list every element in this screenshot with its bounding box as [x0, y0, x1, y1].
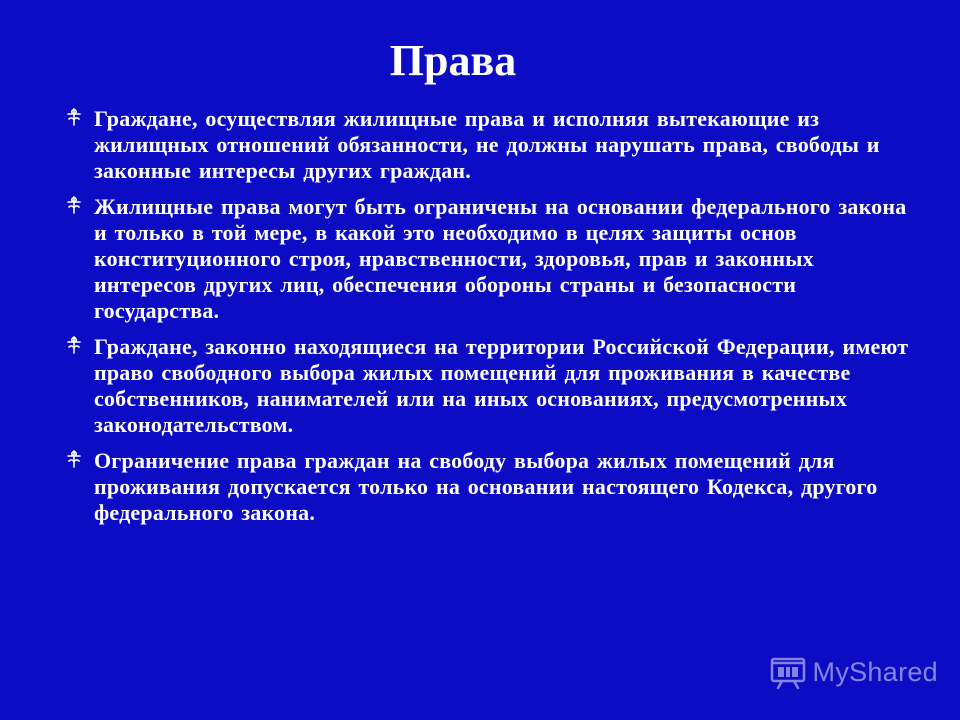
myshared-logo-icon	[769, 653, 807, 691]
fleur-bullet-icon	[64, 448, 84, 470]
list-item	[56, 194, 916, 324]
list-item-text: Ограничение права граждан на свободу выбора жилых помещений для проживания допускается только на основании настоящего Кодекса, другого федерального закона.	[94, 448, 878, 525]
watermark-text: MyShared	[812, 656, 938, 687]
bullet-list	[56, 106, 916, 536]
list-item	[56, 448, 916, 526]
fleur-bullet-icon	[64, 106, 84, 128]
watermark	[769, 652, 938, 692]
slide-title: Права	[389, 36, 517, 85]
list-item-text: Граждане, законно находящиеся на территории Российской Федерации, имеют право свободного выбора жилых помещений для проживания в качестве собственников, нанимателей или на иных основаниях, предусмотренных законодательством.	[94, 334, 909, 437]
list-item	[56, 106, 916, 184]
list-item-text: Граждане, осуществляя жилищные права и исполняя вытекающие из жилищных отношений обязанности, не должны нарушать права, свободы и законные интересы других граждан.	[94, 106, 880, 183]
fleur-bullet-icon	[64, 194, 84, 216]
fleur-bullet-icon	[64, 334, 84, 356]
list-item	[56, 334, 916, 438]
list-item-text: Жилищные права могут быть ограничены на основании федерального закона и только в той мере, в какой это необходимо в целях защиты основ конституционного строя, нравственности, здоровья, прав и законных интересов других лиц, обеспечения обороны страны и безопасности государства.	[94, 194, 907, 323]
